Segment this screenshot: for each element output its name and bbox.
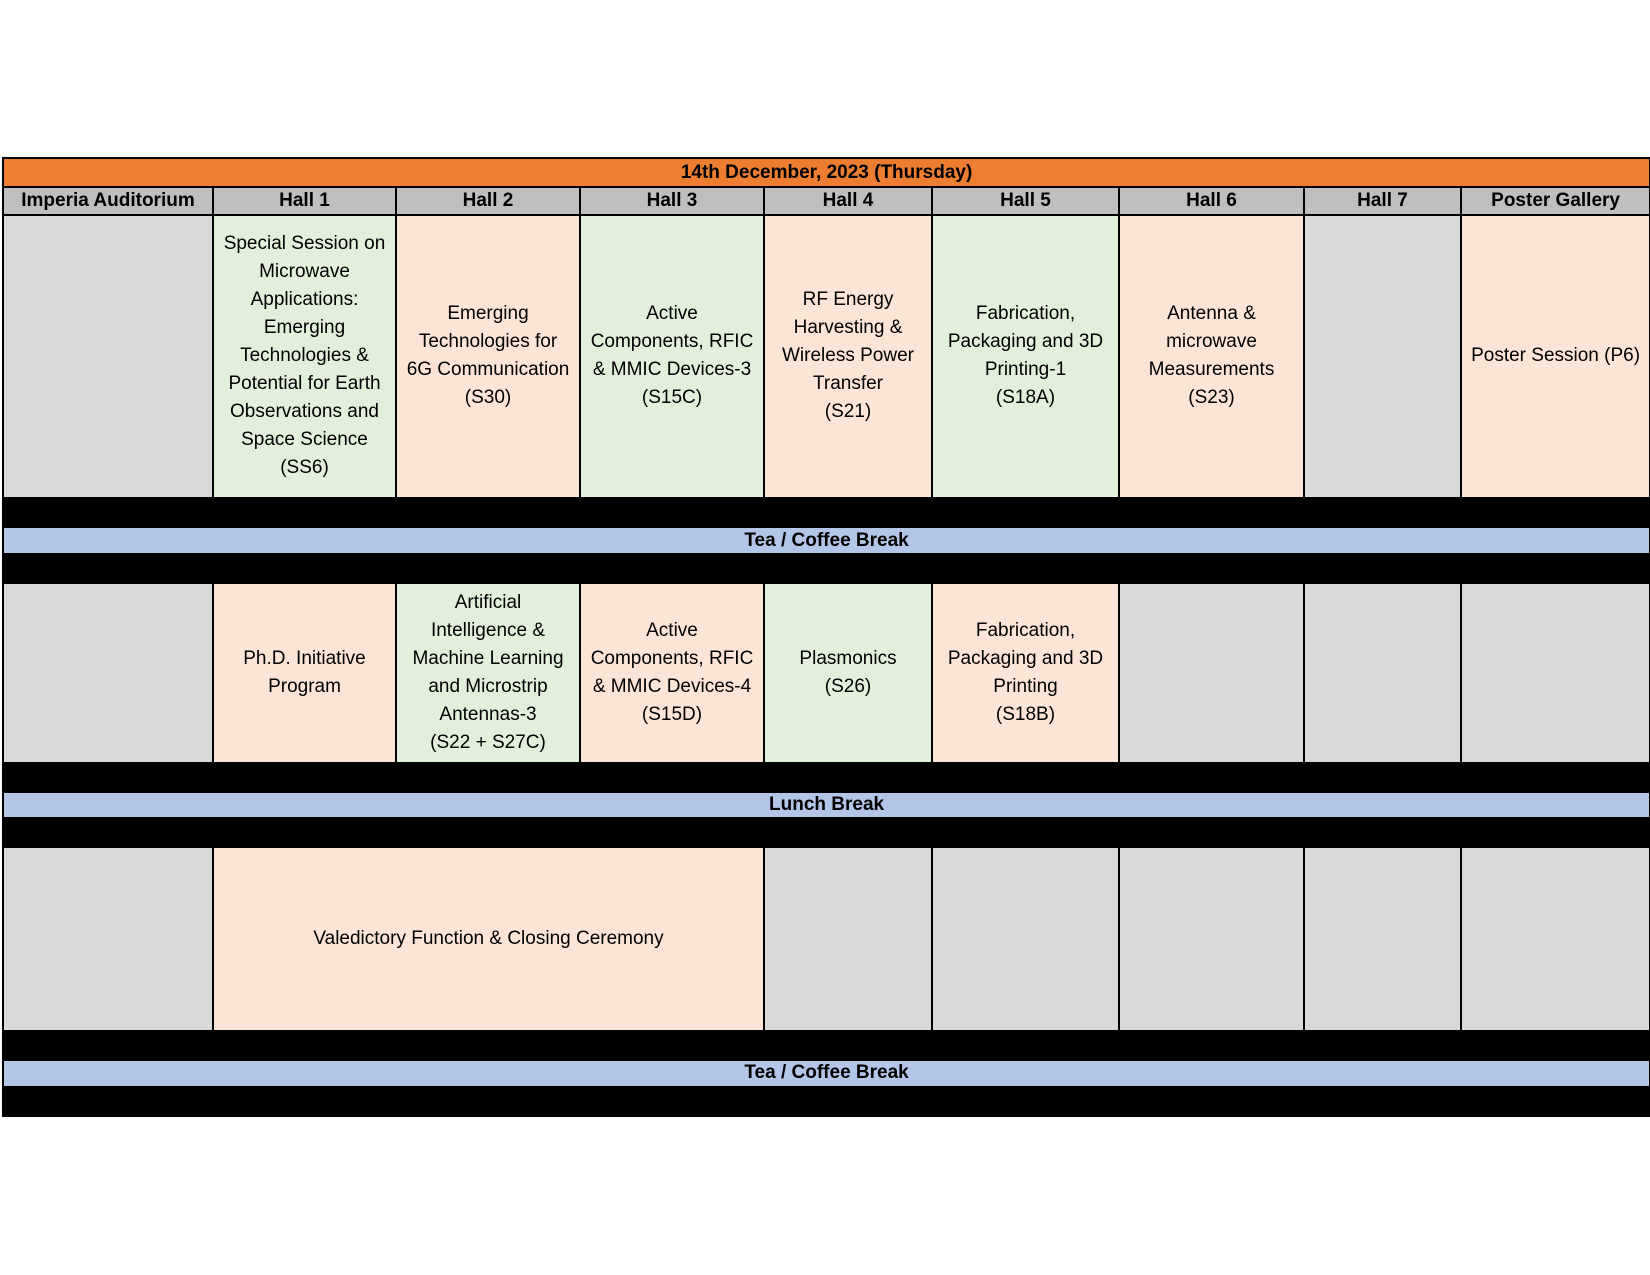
session-cell-empty [1119,583,1304,763]
spacer-row [3,1031,1650,1060]
session-row-3 [3,847,1650,1031]
spacer-row [3,1087,1650,1116]
session-cell-hall-3 [580,583,764,763]
header-hall-3: Hall 3 [580,187,764,214]
header-hall-4: Hall 4 [764,187,932,214]
session-row-1 [3,215,1650,499]
session-cell-hall-1 [213,583,396,763]
header-imperia-auditorium: Imperia Auditorium [3,187,213,214]
session-title: RF Energy Harvesting & Wireless Power Transfer (S21) [782,289,914,423]
session-title: Valedictory Function & Closing Ceremony [313,928,664,950]
session-title: Poster Session (P6) [1471,345,1641,367]
spacer-row [3,554,1650,583]
session-cell-empty [1304,583,1461,763]
session-cell-empty [1119,847,1304,1031]
tea-coffee-break-2: Tea / Coffee Break [3,1060,1650,1086]
session-cell-poster-gallery [1461,215,1650,499]
spacer-row [3,763,1650,792]
header-hall-5: Hall 5 [932,187,1119,214]
header-hall-2: Hall 2 [396,187,580,214]
header-hall-6: Hall 6 [1119,187,1304,214]
session-cell-empty [1304,215,1461,499]
session-row-2 [3,583,1650,763]
session-cell-hall-4 [764,583,932,763]
session-title: Ph.D. Initiative Program [243,647,366,697]
session-title: Active Components, RFIC & MMIC Devices-4 (S15D) [590,619,754,725]
spacer-row [3,818,1650,847]
session-cell-empty [1304,847,1461,1031]
session-cell-hall-1 [213,215,396,499]
session-cell-empty [3,215,213,499]
lunch-break: Lunch Break [3,792,1650,818]
session-cell-empty [764,847,932,1031]
session-cell-hall-3 [580,215,764,499]
session-cell-hall-4 [764,215,932,499]
session-title: Emerging Technologies for 6G Communication (S30) [406,303,570,409]
session-title: Fabrication, Packaging and 3D Printing (S18B) [947,619,1104,725]
session-title: Fabrication, Packaging and 3D Printing-1 (S18A) [947,303,1104,409]
session-cell-empty [932,847,1119,1031]
session-cell-empty [1461,847,1650,1031]
session-title: Plasmonics (S26) [799,647,897,697]
session-title: Artificial Intelligence & Machine Learning and Microstrip Antennas-3 (S22 + S27C) [412,591,564,753]
session-cell-hall-6 [1119,215,1304,499]
session-title: Special Session on Microwave Applications: Emerging Technologies & Potential for Earth Observations and Space Science (SS6) [223,233,386,479]
session-cell-hall-5 [932,215,1119,499]
session-cell-empty [3,583,213,763]
session-title: Active Components, RFIC & MMIC Devices-3 (S15C) [590,303,754,409]
tea-coffee-break-1: Tea / Coffee Break [3,527,1650,553]
session-cell-hall-2 [396,583,580,763]
header-poster-gallery: Poster Gallery [1461,187,1650,214]
header-hall-7: Hall 7 [1304,187,1461,214]
hall-header-row [3,187,1650,214]
session-cell-hall-2 [396,215,580,499]
session-title: Antenna & microwave Measurements (S23) [1148,303,1275,409]
session-cell-empty [3,847,213,1031]
session-cell-valedictory [213,847,764,1031]
session-cell-hall-5 [932,583,1119,763]
spacer-row [3,498,1650,527]
header-hall-1: Hall 1 [213,187,396,214]
schedule-table [2,157,1650,1117]
date-header: 14th December, 2023 (Thursday) [3,158,1650,187]
session-cell-empty [1461,583,1650,763]
